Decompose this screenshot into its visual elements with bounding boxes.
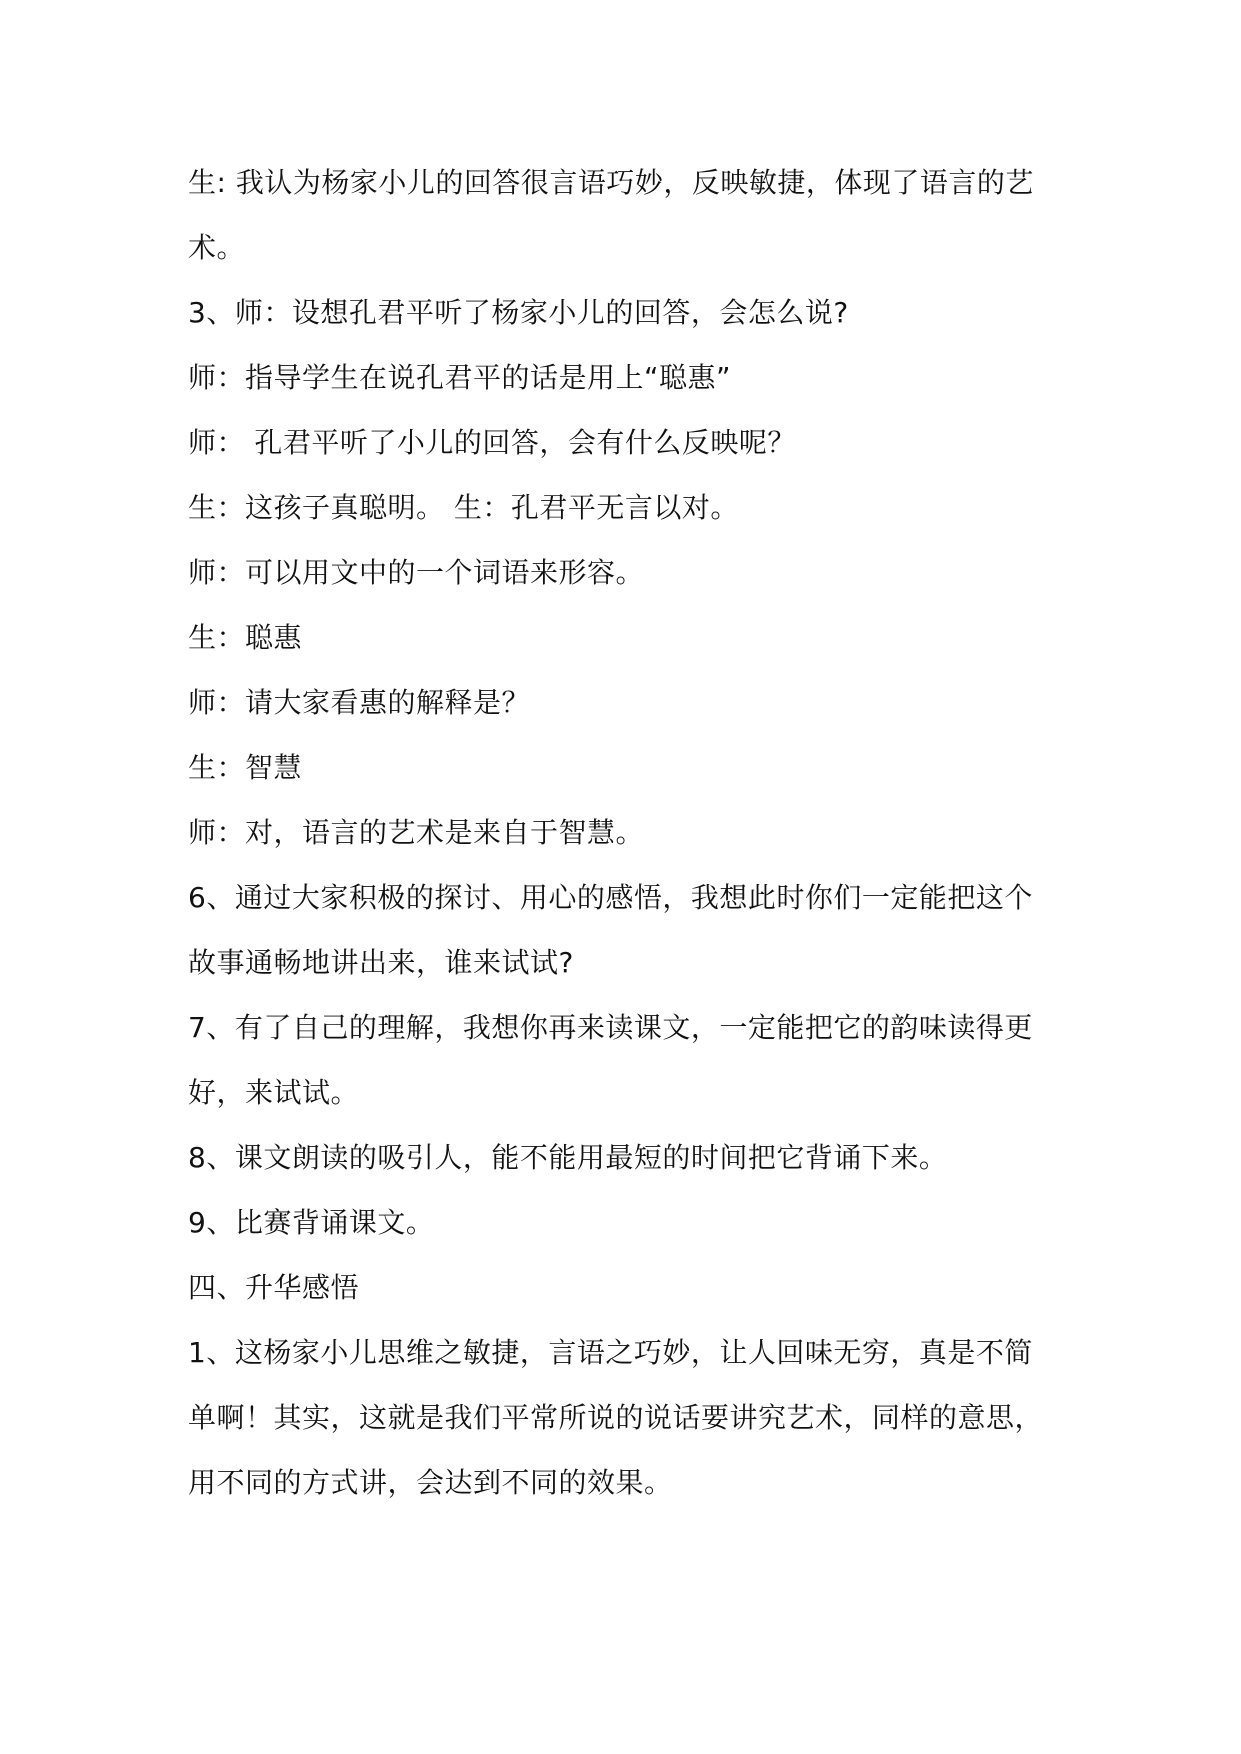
- text-line: 师：对，语言的艺术是来自于智慧。: [188, 816, 645, 849]
- text-line: 生: 我认为杨家小儿的回答很言语巧妙，反映敏捷，体现了语言的艺: [188, 166, 1034, 199]
- section-heading: 四、升华感悟: [188, 1271, 360, 1304]
- text-line: 单啊！其实，这就是我们平常所说的说话要讲究艺术，同样的意思，: [188, 1401, 1044, 1434]
- text-line: 故事通畅地讲出来，谁来试试?: [188, 946, 574, 979]
- text-line: 6、通过大家积极的探讨、用心的感悟，我想此时你们一定能把这个: [188, 881, 1033, 914]
- text-line: 好，来试试。: [188, 1076, 360, 1109]
- document-body: [188, 158, 1068, 1523]
- text-line: 用不同的方式讲，会达到不同的效果。: [188, 1466, 673, 1499]
- text-line: 9、比赛背诵课文。: [188, 1206, 435, 1239]
- text-line: 师：可以用文中的一个词语来形容。: [188, 556, 645, 589]
- text-line: 生：聪惠: [188, 621, 303, 654]
- text-line: 师： 孔君平听了小儿的回答，会有什么反映呢？: [188, 426, 796, 459]
- text-line: 3、师：设想孔君平听了杨家小儿的回答，会怎么说?: [188, 296, 849, 329]
- text-line: 生：智慧: [188, 751, 303, 784]
- text-line: 8、课文朗读的吸引人，能不能用最短的时间把它背诵下来。: [188, 1141, 948, 1174]
- text-line: 师：请大家看惠的解释是？: [188, 686, 531, 719]
- text-line: 1、这杨家小儿思维之敏捷，言语之巧妙，让人回味无穷，真是不简: [188, 1336, 1033, 1369]
- text-line: 7、有了自己的理解，我想你再来读课文，一定能把它的韵味读得更: [188, 1011, 1033, 1044]
- text-line: 术。: [188, 231, 246, 264]
- text-line: 生：这孩子真聪明。 生：孔君平无言以对。: [188, 491, 739, 524]
- text-line: 师：指导学生在说孔君平的话是用上“聪惠”: [188, 361, 732, 394]
